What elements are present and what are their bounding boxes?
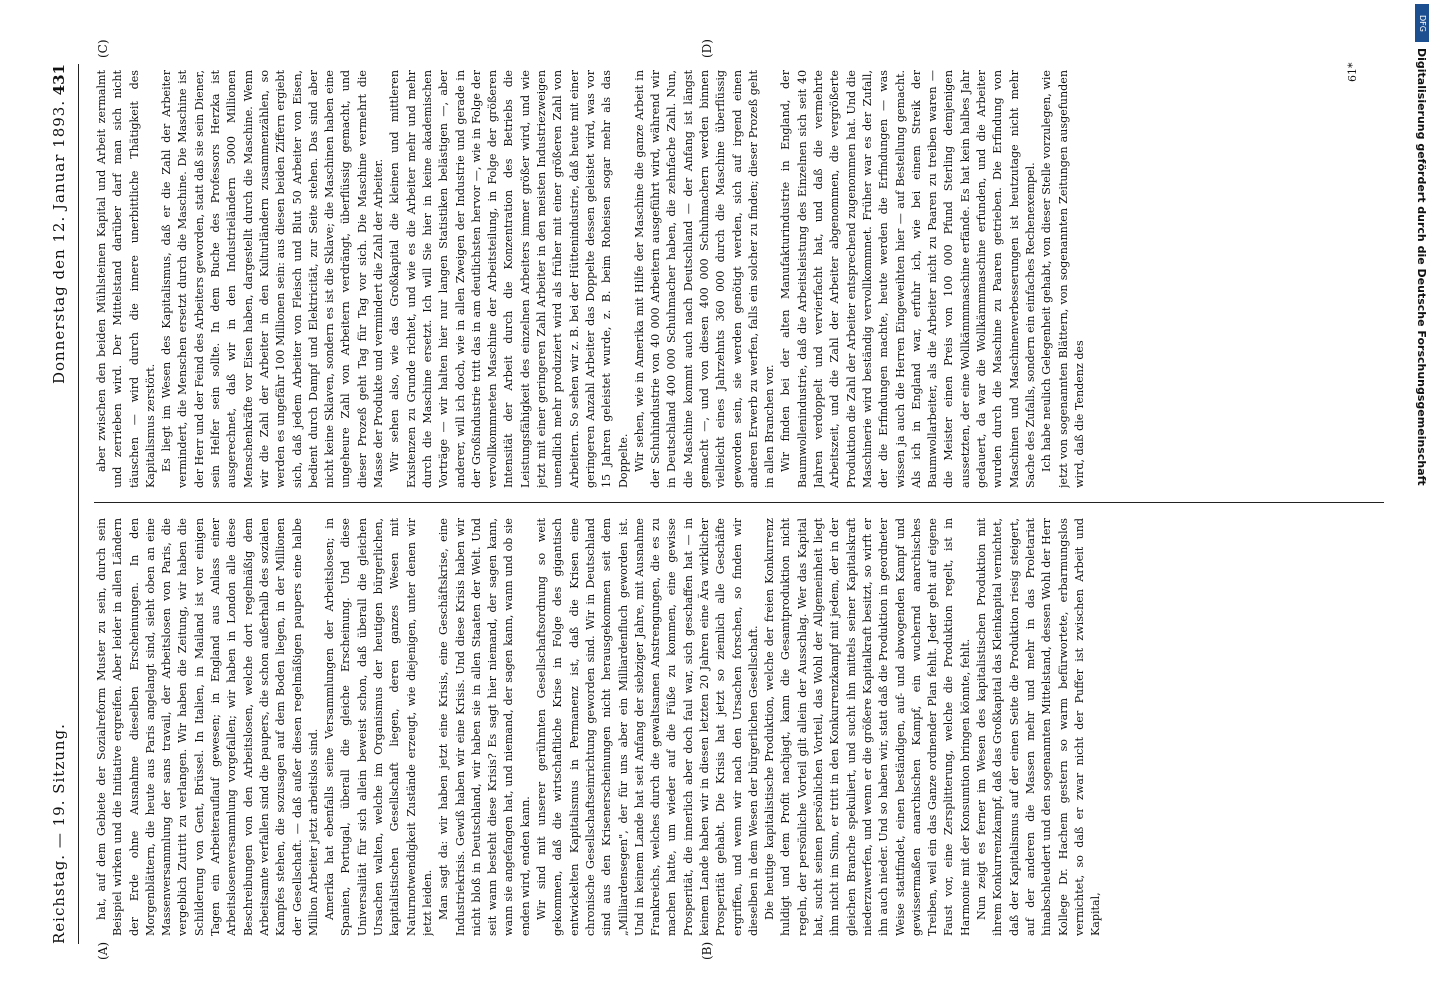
paragraph: Wir sind mit unserer gerühmten Gesellschaftsordnung so weit gekommen, daß die wirtschaftliche Krise in Folge des gigantisch entwickelten Kapitalismus in Permanenz ist, daß die Krisen eine chronische Gesellschaftseinrichtung geworden sind. Wir in Deutschland sind aus den Krisenerscheinungen nicht herausgekommen seit dem „Milliardensegen", der für uns aber ein Milliardenfluch geworden ist. Und in keinem Lande hat seit Anfang der siebziger Jahre, mit Ausnahme Frankreichs, welches durch die gewaltsamen Anstrengungen, die es zu machen hatte, um wieder auf die Füße zu kommen, eine gewisse Prosperität, die innerlich aber doch faul war, sich geschaffen hat — in keinem Lande haben wir in diesen letzten 20 Jahren eine Ära wirklicher Prosperität gehabt. Die Krisis hat jetzt so ziemlich alle Geschäfte ergriffen, und wenn wir nach den Ursachen forschen, so finden wir dieselben in dem Wesen der bürgerlichen Gesellschaft. <box>535 518 760 936</box>
paragraph: Wir sehen also, wie das Großkapital die kleinen und mittleren Existenzen zu Grunde richtet, und wie es die Arbeiter mehr und mehr durch die Maschine ersetzt. Ich will Sie hier in keine akademischen Vorträge — wir halten hier nur langen Statistiken belästigen —, aber anderer, will ich doch, wie in allen Zweigen der Industrie und gerade in der Großindustrie tritt das in am deutlichsten hervor —, wie in Folge der vervollkommneten Maschine der Arbeitsteilung, in Folge der größeren Intensität der Arbeit durch die Konzentration des Betriebs die Leistungsfähigkeit des einzelnen Arbeiters immer größer wird, und wie jetzt mit einer geringeren Zahl Arbeiter in den meisten Industriezweigen unendlich mehr produziert wird als früher mit einer größeren Zahl von Arbeitern. So sehen wir z. B. bei der Hüttenindustrie, daß heute mit einer geringeren Anzahl Arbeiter das Doppelte dessen geleistet wird, was vor 15 Jahren geleistet wurde, z. B. beim Roheisen sogar mehr als das Doppelte. <box>388 70 630 488</box>
margin-marker-a: (A) <box>96 941 110 960</box>
paragraph: Die heutige kapitalistische Produktion, welche der freien Konkurrenz huldigt und dem Profit nachjagt, kann die Gesamtproduktion nicht regeln, der persönliche Vorteil gilt allein der Ausschlag. Wer das Kapital hat, sucht seinen persönlichen Vorteil, das Wohl der Allgemeinheit liegt ihm nicht im Sinn, er tritt in den Konkurrenzkampf mit jedem, der in der gleichen Branche spekuliert, und sucht ihn mittels seiner Kapitalskraft niederzuwerfen, und wenn er die größere Kapitalkraft besitzt, so wirft er ihn auch nieder. Und so haben wir, statt daß die Produktion in geordneter Weise stattfindet, einen beständigen, auf- und abwogenden Kampf und gewissermaßen anarchischen Kampf, ein wuchernd anarchisches Treiben, weil ein das Ganze ordnender Plan fehlt. Jeder geht auf eigene Faust vor, eine Zersplitterung, welche die Produktion regelt, ist in Harmonie mit der Konsumtion bringen könnte, fehlt. <box>763 518 972 936</box>
paragraph: Ich habe neulich Gelegenheit gehabt, von dieser Stelle vorzulegen, wie jetzt von sogenannten Blättern, von sogenannten Zeitungen ausgefunden wird, daß die Tendenz des <box>1040 70 1086 488</box>
margin-marker-c: (C) <box>96 39 110 58</box>
margin-marker-d: (D) <box>700 39 714 58</box>
paragraph: Amerika hat ebenfalls seine Versammlungen der Arbeitslosen; in Spanien, Portugal, überall die gleiche Erscheinung. Und diese Universalität für sich allein beweist schon, daß überall die gleichen Ursachen walten, welche im Organismus der heutigen bürgerlichen, kapitalistischen Gesellschaft liegen, deren ganzes Wesen mit Naturnotwendigkeit Zustände erzeugt, wie diejenigen, unter denen wir jetzt leiden. <box>323 518 434 936</box>
page-number: 431 <box>50 64 68 96</box>
right-column <box>94 70 1394 488</box>
paragraph: Wir finden bei der alten Manufakturindustrie in England, der Baumwollenindustrie, daß die Arbeitsleistung des Einzelnen sich seit 40 Jahren verdoppelt und vervierfacht hat, und daß die vermehrte Arbeitszeit, und die Zahl der Arbeiter abgenommen, die vergrößerte Produktion die Zahl der Arbeiter entsprechend zugenommen hat. Und die Maschinerie wird beständig vervollkommnet. Früher war es der Zufall, der die Erfindungen machte, heute werden die Erfindungen — was wissen ja auch die Herren Eingeweihten hier — auf Bestellung gemacht. Als ich in England war, erfuhr ich, wie bei einem Streik der Baumwollarbeiter, als die Arbeiter nicht zu Paaren zu treiben waren — die Meister einen Preis von 100 000 Pfund Sterling demjenigen aussetzten, der eine Wollkämmmaschine erfände. Es hat kein halbes Jahr gedauert, da war die Wollkämmmaschine erfunden, und die Arbeiter wurden durch die Maschine zu Paaren getrieben. Die Erfindung von Maschinen und Maschinenverbesserungen ist heutzutage nicht mehr Sache des Zufalls, sondern ein einfaches Rechenexempel. <box>779 70 1037 488</box>
page-header <box>44 64 74 944</box>
column-divider <box>94 502 1384 503</box>
digitization-credit <box>1410 0 1432 1000</box>
header-session: Reichstag. — 19. Sitzung. <box>50 723 68 944</box>
margin-marker-b: (B) <box>700 941 714 960</box>
paragraph: Man sagt da: wir haben jetzt eine Krisis, eine Geschäftskrise, eine Industriekrisis. Gewiß haben wir eine Krisis. Und diese Krisis haben wir nicht bloß in Deutschland, wir haben sie in allen Staaten der Welt. Und seit wann besteht diese Krisis? Es sagt hier niemand, der sagen kann, wann sie angefangen hat, und niemand, der sagen kann, wann und ob sie enden wird, enden kann. <box>437 518 532 936</box>
paragraph: Nun zeigt es ferner im Wesen des kapitalistischen Produktion mit ihrem Konkurrenzkampf, daß das Großkapital das Kleinkapital vernichtet, daß der Kapitalismus auf der einen Seite die Produktion riesig steigert, auf der anderen die Massen mehr und mehr in das Proletariat hinabschleudert und den sogenannten Mittelstand, dessen Wohl der Herr Kollege Dr. Hachem gestern so warm befürwortete, erbarmungslos vernichtet, so daß er zwar nicht der Puffer ist zwischen Arbeit und Kapital, <box>975 518 1103 936</box>
header-rule <box>78 64 79 944</box>
paragraph: Es liegt im Wesen des Kapitalismus, daß er die Zahl der Arbeiter vermindert, die Menschen ersetzt durch die Maschine. Die Maschine ist der Herr und der Feind des Arbeiters geworden, statt daß sie sein Diener, sein Helfer sein sollte. In dem Buche des Professors Herzka ist ausgerechnet, daß wir in den Industrieländern 5000 Millionen Menschenkräfte vor Eisen haben, dargestellt durch die Maschine. Wenn wir die Zahl der Arbeiter in den Kulturländern zusammenzählen, so werden es ungefähr 100 Millionen sein: aus diesen beiden Ziffern ergiebt sich, daß jedem Arbeiter von Fleisch und Blut 50 Arbeiter von Eisen, bedient durch Dampf und Elektricität, zur Seite stehen. Das sind aber nicht keine Sklaven, sondern es ist die Sklave; die Maschinen haben eine ungeheure Zahl von Arbeitern verdrängt, überflüssig gemacht, und dieser Prozeß geht Tag für Tag vor sich. Die Maschine vermehrt die Masse der Produkte und vermindert die Zahl der Arbeiter. <box>160 70 386 488</box>
paragraph: Wir sehen, wie in Amerika mit Hilfe der Maschine die ganze Arbeit in der Schuhindustrie von 40 000 Arbeitern ausgeführt wird, während wir in Deutschland 400 000 Schuhmacher haben, die zehnfache Zahl. Nun, die Maschine kommt auch nach Deutschland — der Anfang ist längst gemacht —, und von diesen 400 000 Schuhmachern werden binnen vielleicht eines Jahrzehnts 360 000 durch die Maschine überflüssig geworden sein, sie werden genötigt werden, sich auf irgend einen anderen Erwerb zu werfen, falls ein solcher zu finden; dieser Prozeß geht in allen Branchen vor. <box>632 70 777 488</box>
footer-signature: 61* <box>1346 62 1359 82</box>
left-column <box>94 518 1394 936</box>
paragraph: hat, auf dem Gebiete der Sozialreform Muster zu sein, durch sein Beispiel wirken und die Initiative ergreifen. Aber leider in allen Ländern der Erde ohne Ausnahme dieselben Erscheinungen. In den Morgenblättern, die heute aus Paris angelangt sind, sieht oben an eine Massenversammlung der sans travail, der Arbeitslosen von Paris, die vergeblich Zutritt zu verlangen. Wir haben die Zeitung, wir haben die Schilderung von Gent, Brüssel. In Italien, in Mailand ist vor einigen Tagen ein Arbeiterauflauf gewesen; in England aus Anlass einer Arbeitslosenversammlung vorgefallen; wir haben in London alle diese Beschreibungen von den Arbeitslosen, welche dort regelmäßig dem Arbeitsamte verfallen sind die paupers, die schon außerhalb des sozialen Kampfes stehen, die sozusagen auf dem Boden liegen, in der Millionen der Gesellschaft. — daß außer diesen regelmäßigen paupers eine halbe Million Arbeiter jetzt arbeitslos sind. <box>95 518 320 936</box>
credit-text: Digitalisierung gefördert durch die Deutsche Forschungsgemeinschaft <box>1415 48 1428 486</box>
dfg-logo: DFG <box>1415 4 1429 42</box>
paragraph: aber zwischen den beiden Mühlsteinen Kapital und Arbeit zermalmt und zerrieben wird. Der Mittelstand darüber darf man sich nicht täuschen — wird durch die innere unerbittliche Thätigkeit des Kapitalismus zerstört. <box>95 70 157 488</box>
header-date: Donnerstag den 12. Januar 1893. <box>50 99 68 384</box>
